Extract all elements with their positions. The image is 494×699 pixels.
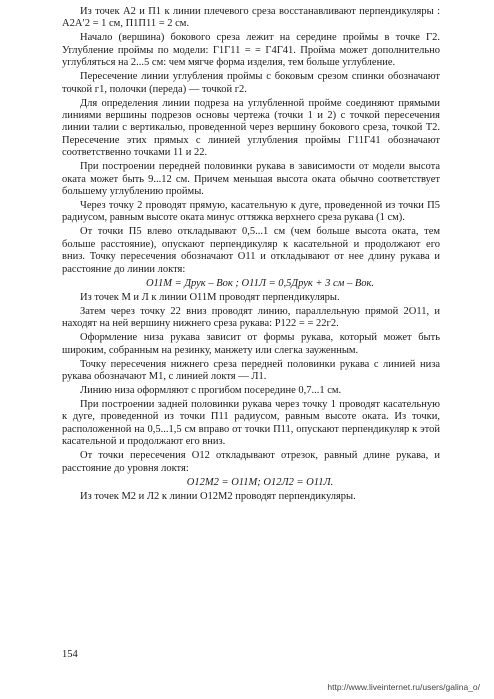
text-column xyxy=(62,6,440,505)
paragraph: Из точек М и Л к линии О11М проводят перпендикуляры. xyxy=(80,291,340,303)
paragraph: Точку пересечения нижнего среза передней половинки рукава с линией низа рукава обозначают М1, с линией локтя — Л1. xyxy=(62,358,440,382)
paragraph: При построении задней половинки рукава через точку 1 проводят касательную к дуге, проведенной из точки П11 радиусом, равным высоте оката. Из точки, расположенной на 0,5...1,5 см вправо от точки П11, опускают перпендикуляр к этой касательной и продолжают его вниз. xyxy=(62,398,440,448)
paragraph: Из точек А2 и П1 к линии плечевого среза восстанавливают перпендикуляры : А2А′2 = 1 см, П1П11 = 2 см. xyxy=(62,6,440,30)
paragraph: Пересечение линии углубления проймы с боковым срезом спинки обозначают точкой г1, полочки (переда) — точкой г2. xyxy=(62,71,440,95)
formula: О11М = Друк – Вок ; О11Л = 0,5Друк + 3 см – Вок. xyxy=(145,277,375,289)
watermark-url: http://www.liveinternet.ru/users/galina_o/ xyxy=(327,682,480,692)
paragraph: От точки пересечения О12 откладывают отрезок, равный длине рукава, и расстояние до уровня локтя: xyxy=(62,450,440,474)
paragraph: Оформление низа рукава зависит от формы рукава, который может быть широким, собранным на резинку, манжету или слегка зауженным. xyxy=(62,332,440,356)
paragraph: При построении передней половинки рукава в зависимости от модели высота оката может быть 9...12 см. Причем меньшая высота оката обычно соответствует большему углублению проймы. xyxy=(62,161,440,198)
paragraph: Для определения линии подреза на углубленной пройме соединяют прямыми линиями вершины подрезов основы чертежа (точки 1 и 2) с точкой пересечения линии талии с вертикалью, проведенной через вершину бокового среза, точкой Т2. Пересечение этих прямых с линией углубления проймы Г11Г41 обозначают соответственно точками 11 и 22. xyxy=(62,97,440,159)
paragraph: Из точек М2 и Л2 к линии О12М2 проводят перпендикуляры. xyxy=(80,490,356,502)
paragraph: Начало (вершина) бокового среза лежит на середине проймы в точке Г2. Углубление проймы по модели: Г1Г11 = = Г4Г41. Пройма может дополнительно углубляться на 2...5 см: чем мягче форма изделия, тем больше углубление. xyxy=(62,32,440,69)
formula: О12М2 = О11М; О12Л2 = О11Л. xyxy=(186,476,334,488)
paragraph: Затем через точку 22 вниз проводят линию, параллельную прямой 2О11, и находят на ней вершину нижнего среза рукава: Р122 = = 22г2. xyxy=(62,305,440,330)
paragraph: От точки П5 влево откладывают 0,5...1 см (чем больше высота оката, тем больше расстояние), опускают перпендикуляр к касательной и продолжают его вниз. Точку пересечения обозначают О11 и откладывают от нее длину рукава и расстояние до линии локтя: xyxy=(62,226,440,275)
paragraph: Линию низа оформляют с прогибом посередине 0,7...1 см. xyxy=(80,384,342,396)
paragraph: Через точку 2 проводят прямую, касательную к дуге, проведенной из точки П5 радиусом, равным высоте оката минус оттяжка верхнего среза рукава (1 см). xyxy=(62,200,440,224)
page-number: 154 xyxy=(62,649,78,660)
